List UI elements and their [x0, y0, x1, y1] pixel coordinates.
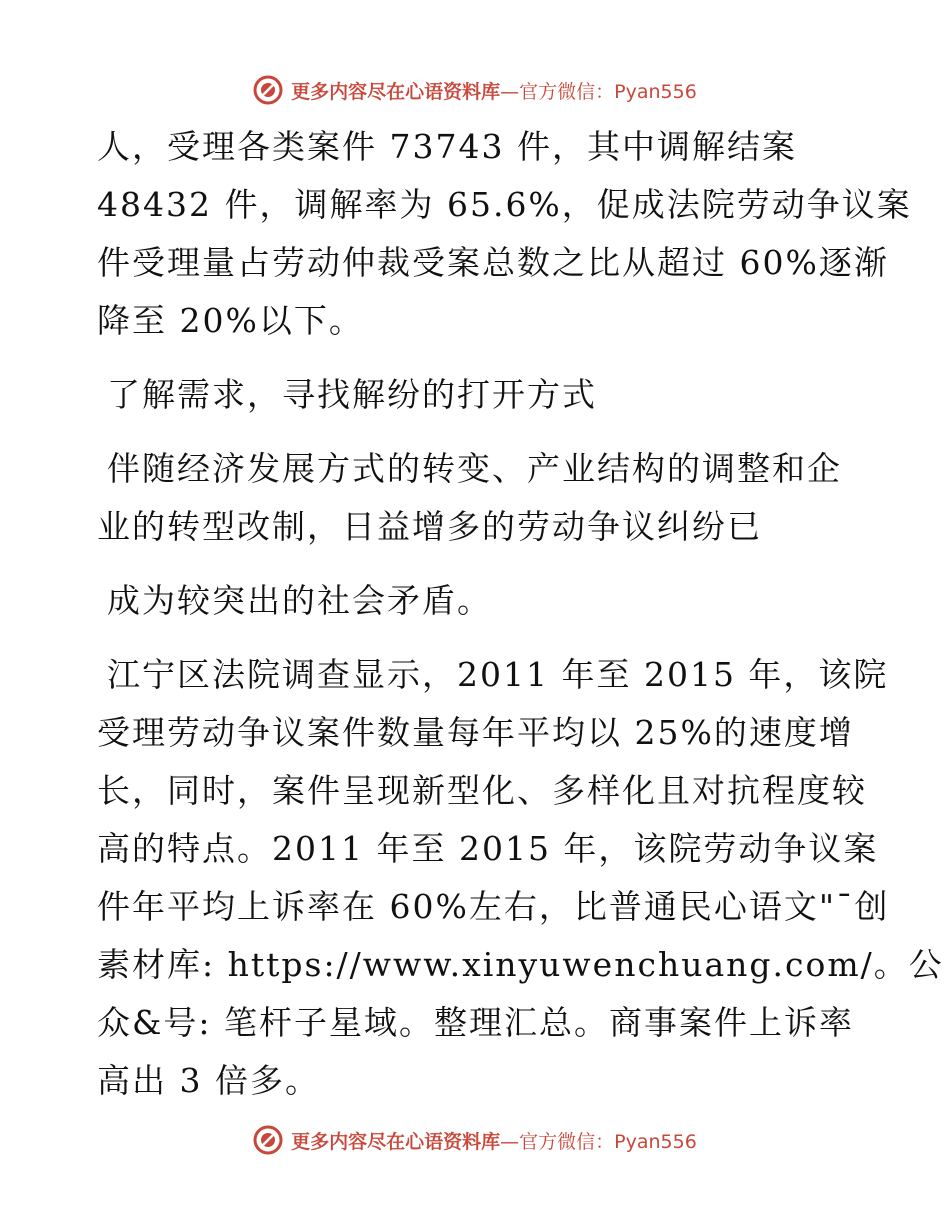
- logo-icon: [253, 1125, 283, 1155]
- text-line: 人，受理各类案件 73743 件，其中调解结案: [97, 127, 797, 166]
- logo-icon: [253, 75, 283, 105]
- section-heading: [97, 366, 857, 424]
- paragraph-2: [97, 440, 857, 556]
- text-line: 件年平均上诉率在 60%左右，比普通民心语文"¯创: [97, 887, 890, 926]
- heading-text: 了解需求，寻找解纷的打开方式: [107, 375, 597, 414]
- footer-watermark: [0, 1120, 950, 1160]
- text-line: 降至 20%以下。: [97, 301, 364, 340]
- text-line: 业的转型改制，日益增多的劳动争议纠纷已: [97, 507, 762, 546]
- text-line: 件受理量占劳动仲裁受案总数之比从超过 60%逐渐: [97, 243, 889, 282]
- text-line: 高的特点。2011 年至 2015 年，该院劳动争议案: [97, 829, 879, 868]
- paragraph-1: [97, 118, 912, 350]
- text-line: 成为较突出的社会矛盾。: [107, 581, 492, 620]
- text-line: 江宁区法院调查显示，2011 年至 2015 年，该院: [107, 655, 889, 694]
- text-line: 高出 3 倍多。: [97, 1061, 320, 1100]
- watermark-brand: 更多内容尽在心语资料库: [291, 1130, 501, 1153]
- watermark-contact: —官方微信：Pyan556: [500, 1130, 697, 1153]
- header-watermark: [0, 70, 950, 110]
- document-body: [97, 118, 944, 1110]
- text-line: 48432 件，调解率为 65.6%，促成法院劳动争议案: [97, 185, 912, 224]
- text-line: 长，同时，案件呈现新型化、多样化且对抗程度较: [97, 771, 867, 810]
- text-line: 受理劳动争议案件数量每年平均以 25%的速度增: [97, 713, 854, 752]
- watermark-brand: 更多内容尽在心语资料库: [291, 80, 501, 103]
- text-line: 伴随经济发展方式的转变、产业结构的调整和企: [107, 449, 842, 488]
- paragraph-3: [97, 572, 857, 630]
- text-line: 素材库: https://www.xinyuwenchuang.com/。公: [97, 945, 944, 984]
- watermark-contact: —官方微信：Pyan556: [500, 80, 697, 103]
- text-line: 众&号: 笔杆子星域。整理汇总。商事案件上诉率: [97, 1003, 854, 1042]
- paragraph-4: [97, 646, 944, 1110]
